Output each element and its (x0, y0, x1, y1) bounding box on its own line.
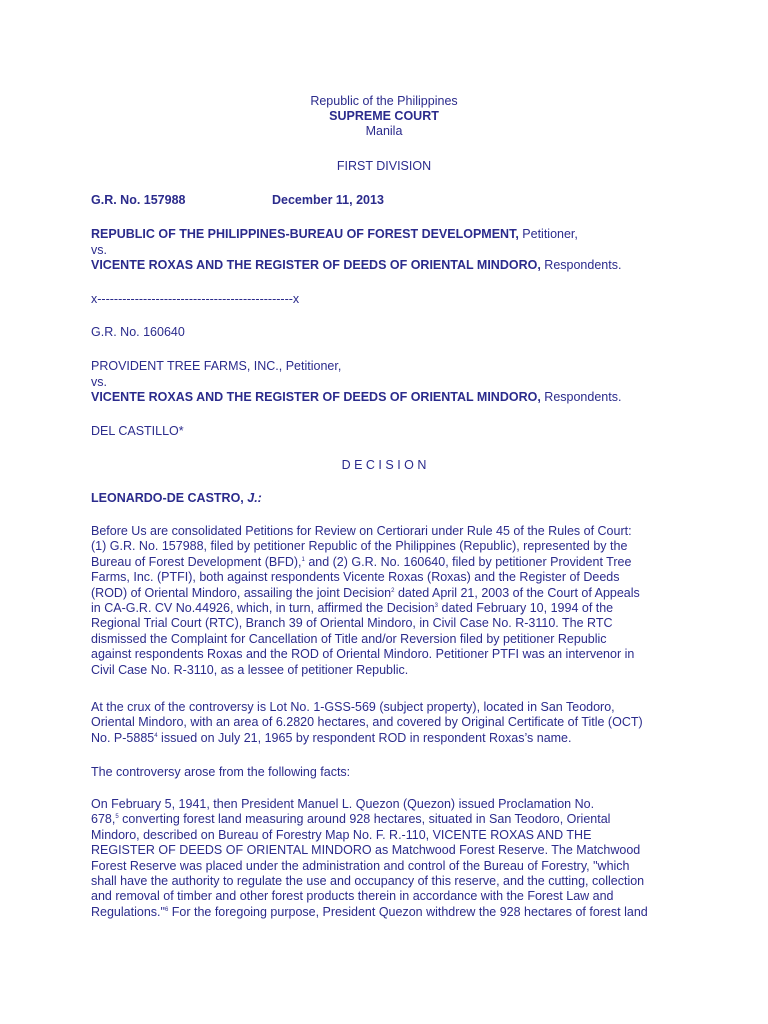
text-run: Bureau of Forest Development (BFD), (91, 554, 302, 569)
text-run: No. P-5885 (91, 730, 155, 745)
case1-vs: vs. (91, 243, 107, 257)
ponente-line (91, 490, 262, 506)
text-run: in CA-G.R. CV No.44926, which, in turn, affirmed the Decision (91, 601, 435, 616)
case2-respondent: VICENTE ROXAS AND THE REGISTER OF DEEDS OF ORIENTAL MINDORO, (91, 390, 541, 404)
text-line (91, 812, 691, 827)
text-line: against respondents Roxas and the ROD of Oriental Mindoro. Petitioner PTFI was an intervenor in (91, 647, 635, 662)
text-line: dismissed the Complaint for Cancellation of Title and/or Reversion filed by petitioner Republic (91, 631, 607, 646)
text-run: Regulations." (91, 904, 165, 919)
text-run: and (2) G.R. No. 160640, filed by petitioner Provident Tree (304, 554, 632, 569)
case1-respondent-role: Respondents. (540, 258, 622, 272)
footnote-ref[interactable]: 3 (434, 602, 439, 609)
footnote-ref[interactable]: 2 (391, 587, 395, 594)
city-heading: Manila (365, 124, 403, 138)
case1-respondent-line (91, 257, 621, 273)
case1-respondent: VICENTE ROXAS AND THE REGISTER OF DEEDS OF ORIENTAL MINDORO, (91, 258, 541, 272)
paragraph-1 (91, 524, 691, 678)
text-run: 678, (91, 812, 116, 827)
text-line (91, 731, 691, 746)
text-run: (ROD) of Oriental Mindoro, assailing the joint Decision (91, 585, 392, 600)
case1-date: December 11, 2013 (272, 193, 384, 207)
text-line: Before Us are consolidated Petitions for Review on Certiorari under Rule 45 of the Rules of Court: (91, 524, 632, 538)
text-line: On February 5, 1941, then President Manuel L. Quezon (Quezon) issued Proclamation No. (91, 797, 595, 811)
case2-gr-number: G.R. No. 160640 (91, 325, 185, 339)
court-heading: SUPREME COURT (329, 109, 439, 123)
text-line: (1) G.R. No. 157988, filed by petitioner Republic of the Philippines (Republic), represented by the (91, 539, 628, 554)
footnote-ref[interactable]: 1 (301, 556, 305, 563)
text-line: Oriental Mindoro, with an area of 6.2820 hectares, and covered by Original Certificate of Title (OCT) (91, 715, 643, 730)
case2-respondent-line (91, 389, 621, 405)
text-run: dated April 21, 2003 of the Court of Appeals (394, 585, 640, 600)
text-line (91, 905, 691, 920)
footnote-ref[interactable]: 4 (154, 732, 158, 739)
republic-heading: Republic of the Philippines (310, 94, 458, 108)
case2-respondent-role: Respondents. (540, 390, 622, 404)
case-separator: x-----------------------------------------------x (91, 292, 300, 306)
del-castillo-note: DEL CASTILLO* (91, 424, 184, 438)
case1-petitioner-line (91, 226, 578, 242)
text-run: issued on July 21, 1965 by respondent ROD in respondent Roxas’s name. (157, 730, 572, 745)
text-line (91, 586, 691, 601)
decision-title: D E C I S I O N (341, 458, 427, 472)
footnote-ref[interactable]: 6 (164, 906, 169, 913)
text-line: Farms, Inc. (PTFI), both against respondents Vicente Roxas (Roxas) and the Register of Deeds (91, 570, 620, 585)
text-line: Mindoro, described on Bureau of Forestry Map No. F. R.-110, VICENTE ROXAS AND THE (91, 827, 592, 842)
text-line: Civil Case No. R-3110, as a lessee of petitioner Republic. (91, 662, 409, 677)
case2-vs: vs. (91, 375, 107, 389)
ponente-name: LEONARDO-DE CASTRO, (91, 491, 248, 505)
ponente-suffix: J.: (247, 491, 262, 505)
text-line: Forest Reserve was placed under the administration and control of the Bureau of Forestry, "which (91, 858, 630, 873)
text-line (91, 601, 691, 616)
text-line: Regional Trial Court (RTC), Branch 39 of Oriental Mindoro, in Civil Case No. R-3110. The RTC (91, 616, 613, 631)
paragraph-3: The controversy arose from the following facts: (91, 765, 351, 779)
text-line: and removal of timber and other forest products therein in accordance with the Forest Law and (91, 889, 614, 904)
text-line: At the crux of the controversy is Lot No. 1-GSS-569 (subject property), located in San Teodoro, (91, 700, 615, 714)
case2-petitioner: PROVIDENT TREE FARMS, INC., Petitioner, (91, 359, 342, 373)
text-line: shall have the authority to regulate the use and occupancy of this reserve, and the cutting, collection (91, 874, 645, 889)
text-run: converting forest land measuring around 928 hectares, situated in San Teodoro, Oriental (118, 812, 611, 827)
case1-petitioner: REPUBLIC OF THE PHILIPPINES-BUREAU OF FOREST DEVELOPMENT, (91, 227, 519, 241)
text-line (91, 555, 691, 570)
text-run: For the foregoing purpose, President Quezon withdrew the 928 hectares of forest land (168, 904, 648, 919)
case1-petitioner-role: Petitioner, (518, 227, 578, 241)
division-heading: FIRST DIVISION (336, 159, 432, 173)
text-run: dated February 10, 1994 of the (438, 601, 614, 616)
footnote-ref[interactable]: 5 (115, 814, 119, 821)
paragraph-2 (91, 700, 691, 746)
text-line: REGISTER OF DEEDS OF ORIENTAL MINDORO as Matchwood Forest Reserve. The Matchwood (91, 843, 641, 858)
case1-gr-number: G.R. No. 157988 (91, 193, 186, 207)
paragraph-4 (91, 797, 691, 920)
